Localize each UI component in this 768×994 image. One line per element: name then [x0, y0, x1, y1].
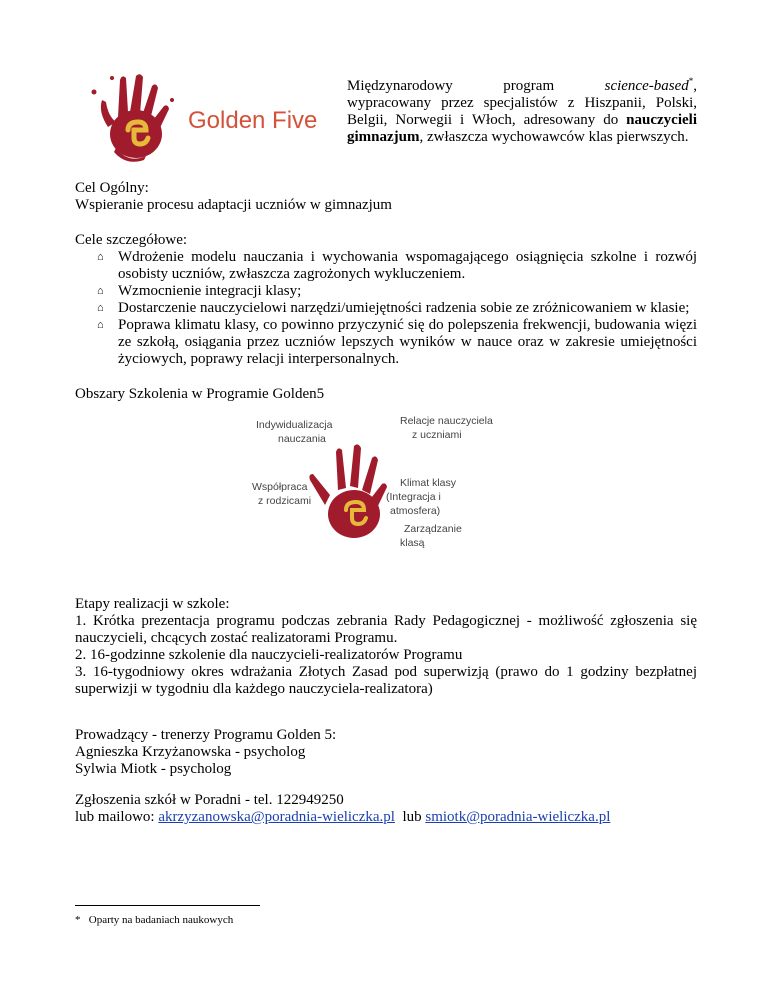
stages-section [75, 596, 697, 698]
list-item: ⌂ Wzmocnienie integracji klasy; [97, 283, 302, 299]
trainer-name: Sylwia Miotk - psycholog [75, 761, 232, 777]
bullet-icon: ⌂ [97, 285, 104, 297]
bullet-icon: ⌂ [97, 319, 104, 331]
trainer-name: Agnieszka Krzyżanowska - psycholog [75, 744, 306, 760]
diagram-label: Relacje nauczyciela [400, 415, 493, 427]
diagram-label: atmosfera) [390, 505, 441, 517]
program-intro: Międzynarodowy program science-based*, wypracowany przez specjalistów z Hiszpanii, Polski, Belgii, Norwegii i Włoch, adresowany do nauczycieli gimnazjum, zwłaszcza wychowawców klas pierwszych. [347, 76, 697, 145]
areas-heading: Obszary Szkolenia w Programie Golden5 [75, 386, 325, 402]
diagram-label: Zarządzanie [404, 523, 462, 535]
bullet-icon: ⌂ [97, 302, 104, 314]
diagram-label: Klimat klasy [400, 477, 457, 489]
contact-section [75, 792, 697, 826]
list-item: ⌂ Wdrożenie modelu nauczania i wychowania wspomagającego osiągnięcia szkolne i rozwój osobisty uczniów, zwłaszcza zagrożonych wykluczeniem. [97, 249, 697, 282]
golden-five-logo [88, 72, 338, 162]
detailed-goals-heading: Cele szczegółowe: [75, 232, 188, 248]
detailed-goals-section [75, 232, 697, 368]
general-goal-heading: Cel Ogólny: [75, 180, 149, 196]
diagram-label: (Integracja i [386, 491, 441, 503]
diagram-label: z rodzicami [258, 495, 312, 507]
stage-item: 3. 16-tygodniowy okres wdrażania Złotych Zasad pod superwizją (prawo do 1 godziny bezpłatnej superwizji w tygodniu dla każdego nauczyciela-realizatora) [75, 664, 697, 697]
footnote-mark: * [75, 914, 81, 926]
footnote-divider [75, 905, 260, 906]
footnote-text: Oparty na badaniach naukowych [88, 914, 234, 926]
contact-phone: Zgłoszenia szkół w Poradni - tel. 122949250 [75, 792, 344, 808]
footnote [75, 914, 233, 927]
stages-heading: Etapy realizacji w szkole: [75, 596, 230, 612]
general-goal-section [75, 180, 697, 214]
general-goal-text: Wspieranie procesu adaptacji uczniów w gimnazjum [75, 197, 392, 213]
trainers-section [75, 727, 697, 778]
stage-item: 1. Krótka prezentacja programu podczas zebrania Rady Pedagogicznej - możliwość zgłoszenia się nauczycieli, chcących zostać realizatorami Programu. [75, 613, 697, 646]
diagram-label: Indywidualizacja [256, 419, 333, 431]
detailed-goals-list [75, 249, 697, 368]
logo-text: Golden Five [188, 107, 318, 134]
email-link-akrzyzanowska[interactable]: akrzyzanowska@poradnia-wieliczka.pl [158, 809, 395, 825]
hand-print-icon [309, 444, 387, 538]
hand-print-icon [92, 74, 175, 162]
diagram-label: Współpraca [252, 481, 308, 493]
trainers-heading: Prowadzący - trenerzy Programu Golden 5: [75, 727, 337, 743]
list-item: ⌂ Poprawa klimatu klasy, co powinno przyczynić się do polepszenia frekwencji, budowania więzi ze szkołą, osiągania przez uczniów lepszych wyników w nauce oraz w zakresie umiejętności życiowych, poprawy relacji interpersonalnych. [97, 317, 697, 367]
bullet-icon: ⌂ [97, 251, 104, 263]
stage-item: 2. 16-godzinne szkolenie dla nauczycieli-realizatorów Programu [75, 647, 463, 663]
diagram-label: z uczniami [412, 429, 462, 441]
diagram-label: nauczania [278, 433, 326, 445]
contact-email-line: lub mailowo: akrzyzanowska@poradnia-wieliczka.pl lub smiotk@poradnia-wieliczka.pl [75, 809, 611, 825]
email-link-smiotk[interactable]: smiotk@poradnia-wieliczka.pl [425, 809, 611, 825]
list-item: ⌂ Dostarczenie nauczycielowi narzędzi/umiejętności radzenia sobie ze zróżnicowaniem w klasie; [97, 300, 690, 316]
training-areas-diagram [250, 410, 510, 560]
diagram-label: klasą [400, 537, 425, 549]
